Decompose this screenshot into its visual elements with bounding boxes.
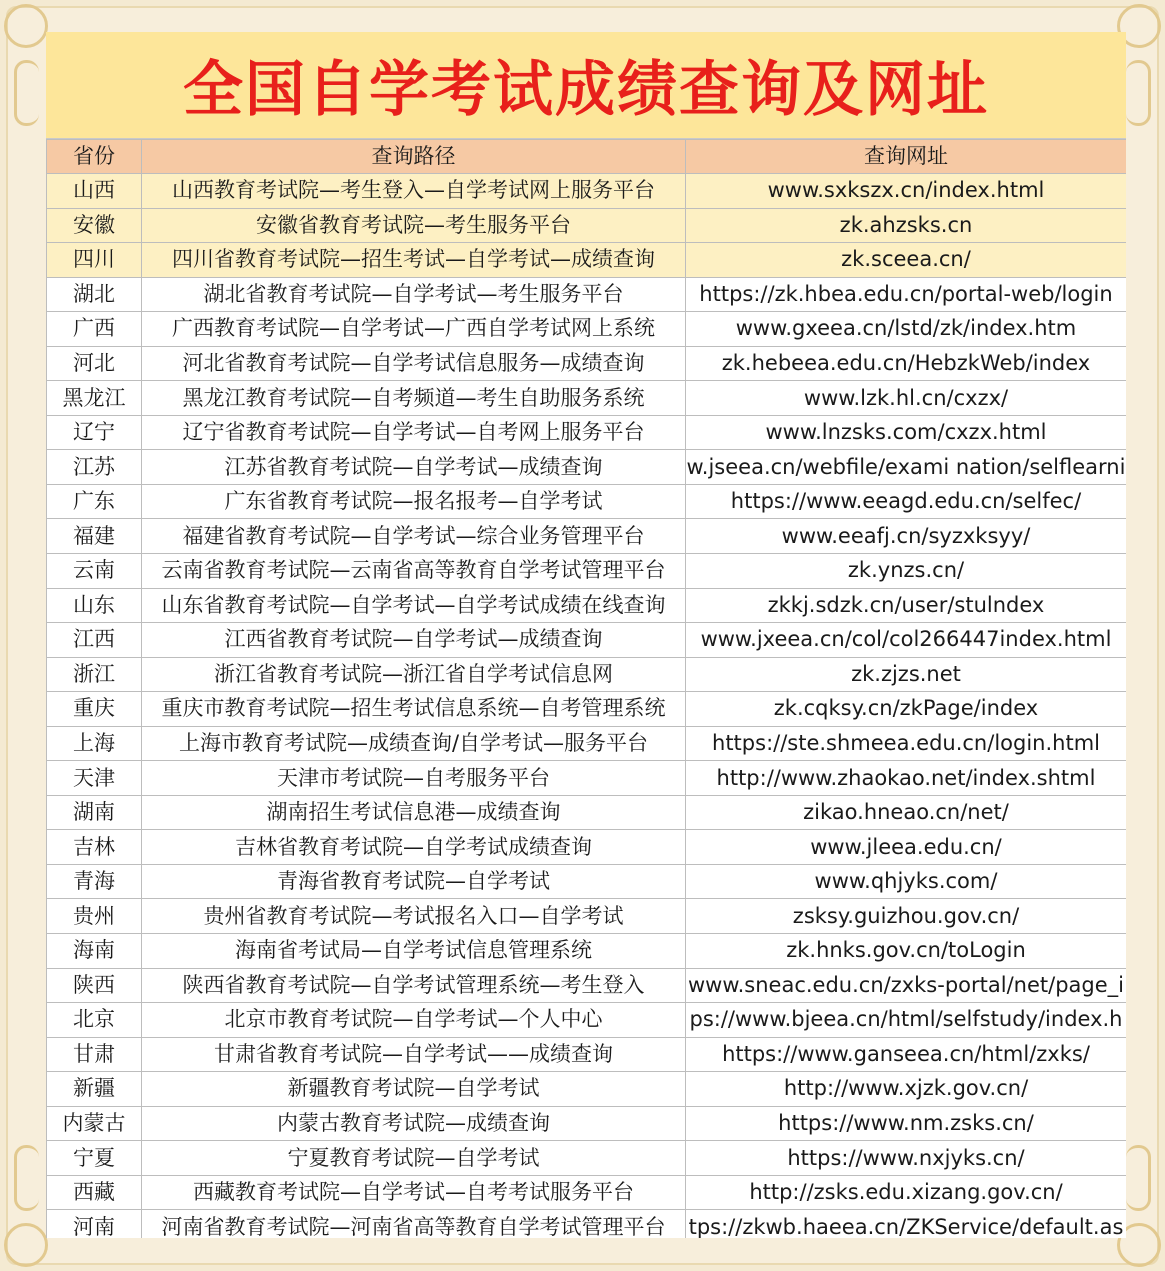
- path-cell: 吉林省教育考试院—自学考试成绩查询: [142, 830, 686, 865]
- url-cell: https://www.nm.zsks.cn/: [686, 1106, 1127, 1141]
- province-cell: 北京: [47, 1003, 142, 1038]
- path-cell: 重庆市教育考试院—招生考试信息系统—自考管理系统: [142, 692, 686, 727]
- url-cell: zkkj.sdzk.cn/user/stulndex: [686, 588, 1127, 623]
- table-row: [47, 657, 1127, 692]
- table-row: [47, 968, 1127, 1003]
- province-cell: 江苏: [47, 450, 142, 485]
- province-cell: 陕西: [47, 968, 142, 1003]
- table-row: [47, 243, 1127, 278]
- url-cell: http://www.xjzk.gov.cn/: [686, 1072, 1127, 1107]
- province-cell: 贵州: [47, 899, 142, 934]
- path-cell: 黑龙江教育考试院—自考频道—考生自助服务系统: [142, 381, 686, 416]
- table-row: [47, 277, 1127, 312]
- header-province: 省份: [47, 140, 142, 174]
- url-cell: https://www.nxjyks.cn/: [686, 1141, 1127, 1176]
- table-row: [47, 623, 1127, 658]
- table-row: [47, 312, 1127, 347]
- table-header-row: [47, 140, 1127, 174]
- table-row: [47, 830, 1127, 865]
- province-cell: 河北: [47, 346, 142, 381]
- province-cell: 吉林: [47, 830, 142, 865]
- path-cell: 江苏省教育考试院—自学考试—成绩查询: [142, 450, 686, 485]
- province-cell: 宁夏: [47, 1141, 142, 1176]
- scroll-ornament-icon: [14, 60, 39, 126]
- province-cell: 江西: [47, 623, 142, 658]
- url-cell: www.eeafj.cn/syzxksyy/: [686, 519, 1127, 554]
- table-row: [47, 174, 1127, 209]
- province-cell: 新疆: [47, 1072, 142, 1107]
- province-cell: 安徽: [47, 208, 142, 243]
- path-cell: 广西教育考试院—自学考试—广西自学考试网上系统: [142, 312, 686, 347]
- path-cell: 西藏教育考试院—自学考试—自考考试服务平台: [142, 1175, 686, 1210]
- province-cell: 四川: [47, 243, 142, 278]
- province-cell: 山东: [47, 588, 142, 623]
- url-cell: www.jleea.edu.cn/: [686, 830, 1127, 865]
- province-cell: 重庆: [47, 692, 142, 727]
- province-cell: 浙江: [47, 657, 142, 692]
- url-cell: www.jxeea.cn/col/col266447index.html: [686, 623, 1127, 658]
- url-cell: zk.ynzs.cn/: [686, 554, 1127, 589]
- query-table: [46, 139, 1126, 1238]
- table-row: [47, 1003, 1127, 1038]
- province-cell: 湖南: [47, 795, 142, 830]
- path-cell: 陕西省教育考试院—自学考试管理系统—考生登入: [142, 968, 686, 1003]
- url-cell: https://www.ganseea.cn/html/zxks/: [686, 1037, 1127, 1072]
- scroll-ornament-icon: [14, 1145, 39, 1211]
- province-cell: 海南: [47, 934, 142, 969]
- url-cell: http://www.zhaokao.net/index.shtml: [686, 761, 1127, 796]
- path-cell: 河北省教育考试院—自学考试信息服务—成绩查询: [142, 346, 686, 381]
- path-cell: 安徽省教育考试院—考生服务平台: [142, 208, 686, 243]
- scroll-ornament-icon: [1126, 60, 1151, 126]
- url-cell: http://zsks.edu.xizang.gov.cn/: [686, 1175, 1127, 1210]
- table-row: [47, 1210, 1127, 1238]
- table-row: [47, 554, 1127, 589]
- path-cell: 甘肃省教育考试院—自学考试——成绩查询: [142, 1037, 686, 1072]
- province-cell: 西藏: [47, 1175, 142, 1210]
- page-title: 全国自学考试成绩查询及网址: [183, 55, 989, 125]
- province-cell: 内蒙古: [47, 1106, 142, 1141]
- table-row: [47, 1175, 1127, 1210]
- province-cell: 福建: [47, 519, 142, 554]
- table-row: [47, 1141, 1127, 1176]
- url-cell: tps://zkwb.haeea.cn/ZKService/default.as: [686, 1210, 1127, 1238]
- province-cell: 广东: [47, 484, 142, 519]
- url-cell: zsksy.guizhou.gov.cn/: [686, 899, 1127, 934]
- table-row: [47, 381, 1127, 416]
- province-cell: 天津: [47, 761, 142, 796]
- table-row: [47, 726, 1127, 761]
- path-cell: 宁夏教育考试院—自学考试: [142, 1141, 686, 1176]
- table-row: [47, 450, 1127, 485]
- path-cell: 辽宁省教育考试院—自学考试—自考网上服务平台: [142, 415, 686, 450]
- province-cell: 广西: [47, 312, 142, 347]
- header-url: 查询网址: [686, 140, 1127, 174]
- province-cell: 山西: [47, 174, 142, 209]
- url-cell: https://www.eeagd.edu.cn/selfec/: [686, 484, 1127, 519]
- table-row: [47, 934, 1127, 969]
- table-row: [47, 588, 1127, 623]
- path-cell: 浙江省教育考试院—浙江省自学考试信息网: [142, 657, 686, 692]
- url-cell: www.lnzsks.com/cxzx.html: [686, 415, 1127, 450]
- spreadsheet: [46, 32, 1126, 1238]
- table-row: [47, 1037, 1127, 1072]
- province-cell: 青海: [47, 864, 142, 899]
- province-cell: 云南: [47, 554, 142, 589]
- path-cell: 四川省教育考试院—招生考试—自学考试—成绩查询: [142, 243, 686, 278]
- url-cell: https://ste.shmeea.edu.cn/login.html: [686, 726, 1127, 761]
- url-cell: w.jseea.cn/webfile/exami nation/selflearni: [686, 450, 1127, 485]
- path-cell: 河南省教育考试院—河南省高等教育自学考试管理平台: [142, 1210, 686, 1238]
- url-cell: zk.sceea.cn/: [686, 243, 1127, 278]
- url-cell: zk.ahzsks.cn: [686, 208, 1127, 243]
- province-cell: 湖北: [47, 277, 142, 312]
- table-row: [47, 864, 1127, 899]
- path-cell: 北京市教育考试院—自学考试—个人中心: [142, 1003, 686, 1038]
- path-cell: 贵州省教育考试院—考试报名入口—自学考试: [142, 899, 686, 934]
- table-row: [47, 484, 1127, 519]
- url-cell: www.gxeea.cn/lstd/zk/index.htm: [686, 312, 1127, 347]
- path-cell: 福建省教育考试院—自学考试—综合业务管理平台: [142, 519, 686, 554]
- path-cell: 广东省教育考试院—报名报考—自学考试: [142, 484, 686, 519]
- url-cell: zk.hnks.gov.cn/toLogin: [686, 934, 1127, 969]
- table-row: [47, 1072, 1127, 1107]
- province-cell: 黑龙江: [47, 381, 142, 416]
- table-row: [47, 692, 1127, 727]
- corner-ornament-icon: [4, 1223, 48, 1267]
- path-cell: 山东省教育考试院—自学考试—自学考试成绩在线查询: [142, 588, 686, 623]
- corner-ornament-icon: [4, 4, 48, 48]
- path-cell: 江西省教育考试院—自学考试—成绩查询: [142, 623, 686, 658]
- province-cell: 辽宁: [47, 415, 142, 450]
- table-row: [47, 761, 1127, 796]
- province-cell: 上海: [47, 726, 142, 761]
- table-row: [47, 415, 1127, 450]
- url-cell: ps://www.bjeea.cn/html/selfstudy/index.h: [686, 1003, 1127, 1038]
- table-row: [47, 208, 1127, 243]
- path-cell: 天津市考试院—自考服务平台: [142, 761, 686, 796]
- url-cell: www.lzk.hl.cn/cxzx/: [686, 381, 1127, 416]
- table-row: [47, 795, 1127, 830]
- title-bar: [46, 32, 1126, 139]
- url-cell: zk.cqksy.cn/zkPage/index: [686, 692, 1127, 727]
- table-row: [47, 346, 1127, 381]
- url-cell: zk.zjzs.net: [686, 657, 1127, 692]
- path-cell: 青海省教育考试院—自学考试: [142, 864, 686, 899]
- table-row: [47, 899, 1127, 934]
- header-path: 查询路径: [142, 140, 686, 174]
- path-cell: 海南省考试局—自学考试信息管理系统: [142, 934, 686, 969]
- url-cell: www.sneac.edu.cn/zxks-portal/net/page_i: [686, 968, 1127, 1003]
- province-cell: 甘肃: [47, 1037, 142, 1072]
- url-cell: zk.hebeea.edu.cn/HebzkWeb/index: [686, 346, 1127, 381]
- path-cell: 新疆教育考试院—自学考试: [142, 1072, 686, 1107]
- path-cell: 湖北省教育考试院—自学考试—考生服务平台: [142, 277, 686, 312]
- path-cell: 内蒙古教育考试院—成绩查询: [142, 1106, 686, 1141]
- table-row: [47, 1106, 1127, 1141]
- url-cell: https://zk.hbea.edu.cn/portal-web/login: [686, 277, 1127, 312]
- province-cell: 河南: [47, 1210, 142, 1238]
- table-body: [47, 174, 1127, 1239]
- url-cell: zikao.hneao.cn/net/: [686, 795, 1127, 830]
- url-cell: www.sxkszx.cn/index.html: [686, 174, 1127, 209]
- table-row: [47, 519, 1127, 554]
- path-cell: 云南省教育考试院—云南省高等教育自学考试管理平台: [142, 554, 686, 589]
- path-cell: 湖南招生考试信息港—成绩查询: [142, 795, 686, 830]
- url-cell: www.qhjyks.com/: [686, 864, 1127, 899]
- scroll-ornament-icon: [1126, 1145, 1151, 1211]
- path-cell: 上海市教育考试院—成绩查询/自学考试—服务平台: [142, 726, 686, 761]
- path-cell: 山西教育考试院—考生登入—自学考试网上服务平台: [142, 174, 686, 209]
